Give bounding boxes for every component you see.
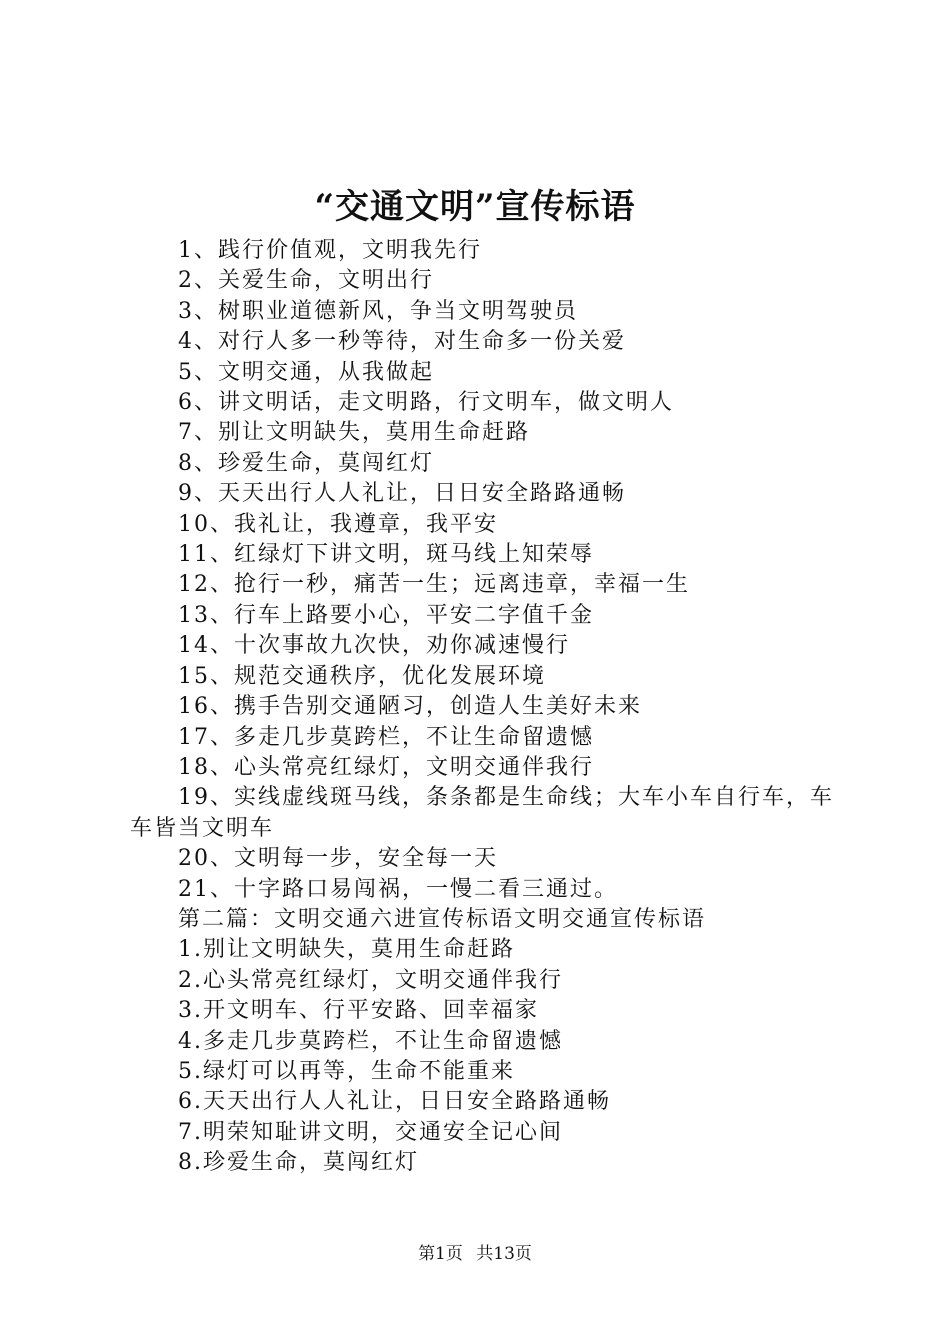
slogan-line: 7、别让文明缺失，莫用生命赶路: [178, 420, 530, 446]
slogan-line: 10、我礼让，我遵章，我平安: [178, 511, 498, 537]
section-heading: 第二篇：文明交通六进宣传标语文明交通宣传标语: [178, 906, 707, 932]
slogan-line: 16、携手告别交通陋习，创造人生美好未来: [178, 694, 642, 720]
page-number: 第1页: [418, 1244, 463, 1264]
slogan-line: 5.绿灯可以再等，生命不能重来: [178, 1058, 515, 1084]
slogan-list-part2: [130, 844, 850, 1178]
slogan-line: 4、对行人多一秒等待，对生命多一份关爱: [178, 329, 626, 355]
slogan-line: 14、十次事故九次快，劝你减速慢行: [178, 633, 570, 659]
slogan-line: 3、树职业道德新风，争当文明驾驶员: [178, 298, 578, 324]
document-title: “交通文明”宣传标语: [314, 187, 636, 227]
slogan-line: 3.开文明车、行平安路、回幸福家: [178, 998, 539, 1024]
slogan-line: 1、践行价值观，文明我先行: [178, 238, 482, 263]
slogan-line: 1.别让文明缺失，莫用生命赶路: [178, 937, 515, 963]
slogan-line: 6.天天出行人人礼让，日日安全路路通畅: [178, 1089, 611, 1115]
slogan-line: 7.明荣知耻讲文明，交通安全记心间: [178, 1119, 563, 1145]
slogan-line: 17、多走几步莫跨栏，不让生命留遗憾: [178, 724, 594, 750]
slogan-list-part1: [130, 236, 850, 783]
slogan-line: 11、红绿灯下讲文明，斑马线上知荣辱: [178, 542, 594, 568]
slogan-line: 5、文明交通，从我做起: [178, 359, 434, 385]
slogan-line: 8.珍爱生命，莫闯红灯: [178, 1150, 419, 1176]
slogan-line: 21、十字路口易闯祸，一慢二看三通过。: [178, 876, 618, 902]
slogan-line: 6、讲文明话，走文明路，行文明车，做文明人: [178, 390, 674, 416]
document-body: [130, 236, 850, 1179]
page-footer: [0, 1243, 950, 1265]
slogan-line: 9、天天出行人人礼让，日日安全路路通畅: [178, 481, 626, 507]
slogan-line: 2、关爱生命，文明出行: [178, 268, 434, 294]
slogan-line: 2.心头常亮红绿灯，文明交通伴我行: [178, 967, 563, 993]
slogan-line: 20、文明每一步，安全每一天: [178, 846, 498, 872]
slogan-line: 13、行车上路要小心，平安二字值千金: [178, 602, 594, 628]
slogan-line: 12、抢行一秒，痛苦一生；远离违章，幸福一生: [178, 572, 690, 598]
slogan-paragraph-19: 19、实线虚线斑马线，条条都是生命线；大车小车自行车，车车皆当文明车: [130, 785, 834, 841]
slogan-line: 8、珍爱生命，莫闯红灯: [178, 450, 434, 476]
slogan-line: 15、规范交通秩序，优化发展环境: [178, 663, 546, 689]
slogan-line: 18、心头常亮红绿灯，文明交通伴我行: [178, 754, 594, 780]
page-total: 共13页: [476, 1244, 532, 1264]
slogan-line: 4.多走几步莫跨栏，不让生命留遗憾: [178, 1028, 563, 1054]
